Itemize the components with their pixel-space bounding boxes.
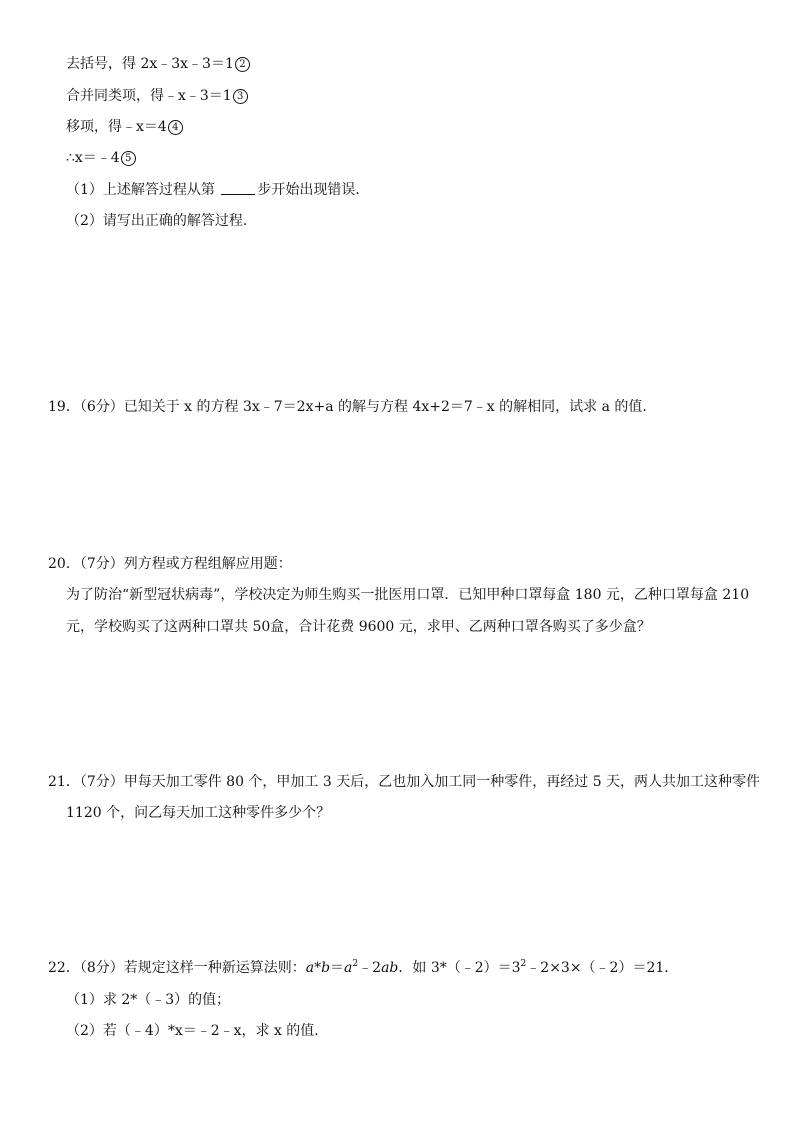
q20-line1: 为了防治“新型冠状病毒”，学校决定为师生购买一批医用口罩．已知甲种口罩每盒 180 元，乙种口罩每盒 210 — [66, 587, 750, 603]
q22-rule-eq: ＝ — [330, 960, 345, 976]
step3-text: 合并同类项，得﹣x﹣3＝1 — [66, 88, 232, 104]
q22-example-rest: ﹣2×3×（﹣2）＝21． — [526, 960, 679, 976]
step-marker-2: 2 — [235, 57, 250, 72]
q18-part2-text: （2）请写出正确的解答过程． — [66, 213, 257, 229]
q22-part2: （2）若（﹣4）*x＝﹣2﹣x，求 x 的值． — [66, 1023, 329, 1039]
q18-part2 — [66, 211, 257, 231]
q22-part1: （1）求 2*（﹣3）的值； — [66, 992, 231, 1008]
question-22-part1 — [66, 990, 230, 1010]
step2-line — [66, 54, 250, 74]
step2-text: 去括号，得 2x﹣3x﹣3＝1 — [66, 56, 234, 72]
step5-line — [66, 148, 136, 168]
question-19 — [48, 397, 656, 417]
step-marker-5: 5 — [121, 151, 136, 166]
question-20-line1 — [66, 585, 749, 605]
q22-rule-lhs: a*b — [305, 960, 331, 976]
step3-line — [66, 86, 248, 106]
q20-title: 20．（7分）列方程或方程组解应用题： — [48, 556, 292, 572]
step4-line — [66, 117, 183, 137]
question-22-part2 — [66, 1021, 328, 1041]
q22-rule-a: a — [344, 960, 353, 976]
question-21-line2 — [66, 803, 330, 823]
question-20-title — [48, 554, 292, 574]
step-marker-3: 3 — [233, 89, 248, 104]
q21-line2: 1120 个，问乙每天加工这种零件多少个？ — [66, 805, 331, 821]
step-marker-4: 4 — [168, 120, 183, 135]
q18-part1 — [66, 180, 369, 200]
q22-rule-exp: 2 — [352, 959, 359, 969]
q22-rule-ab: ab — [381, 960, 399, 976]
q22-example-exp: 2 — [520, 959, 527, 969]
q18-part1-prefix: （1）上述解答过程从第 — [66, 182, 215, 198]
question-22-line1 — [48, 958, 678, 978]
q18-part1-suffix: 步开始出现错误． — [257, 182, 370, 198]
q22-rule-rest: ﹣2 — [358, 960, 382, 976]
q20-line2: 元，学校购买了这两种口罩共 50盒，合计花费 9600 元，求甲、乙两种口罩各购买了多少盒？ — [66, 619, 651, 635]
q21-line1: 21．（7分）甲每天加工零件 80 个，甲加工 3 天后，乙也加入加工同一种零件，再经过 5 天，两人共加工这种零件 — [48, 774, 761, 790]
q22-prefix: 22．（8分）若规定这样一种新运算法则： — [48, 960, 306, 976]
q19-text: 19．（6分）已知关于 x 的方程 3x﹣7＝2x+a 的解与方程 4x+2＝7﹣x 的解相同，试求 a 的值． — [48, 399, 657, 415]
answer-blank[interactable] — [221, 180, 255, 195]
q22-example-prefix: ．如 3*（﹣2）＝3 — [398, 960, 521, 976]
step5-text: ∴x＝﹣4 — [66, 150, 120, 166]
step4-text: 移项，得﹣x＝4 — [66, 119, 167, 135]
question-20-line2 — [66, 617, 651, 637]
question-21-line1 — [48, 772, 760, 792]
